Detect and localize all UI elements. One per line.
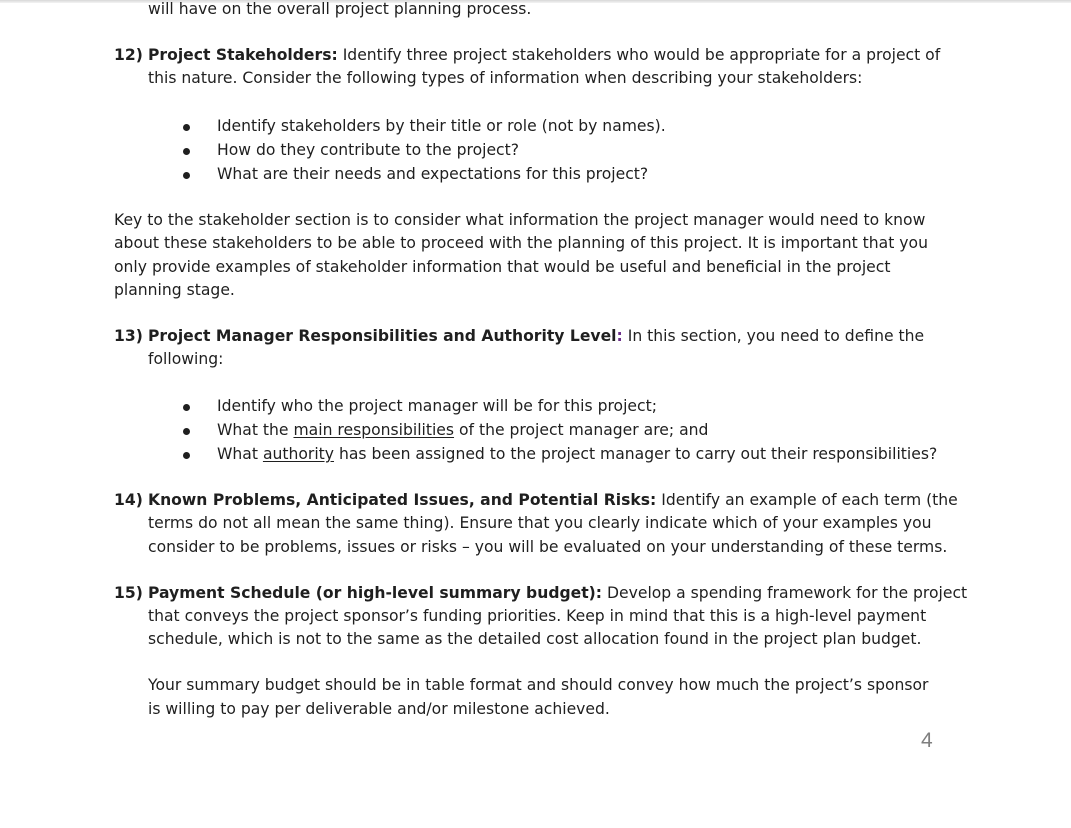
section-12-bullet-2: How do they contribute to the project?: [217, 141, 520, 159]
section-13-bullet-2-post: of the project manager are; and: [454, 421, 709, 439]
section-14-text-3: consider to be problems, issues or risks – you will be evaluated on your understanding of these terms.: [148, 538, 948, 556]
section-15-line-1: [148, 582, 967, 606]
section-15-text-2: that conveys the project sponsor’s funding priorities. Keep in mind that this is a high-level payment: [148, 607, 927, 625]
section-13-bullet-2-pre: What the: [217, 421, 294, 439]
summary-budget-line-2: is willing to pay per deliverable and/or milestone achieved.: [148, 700, 610, 718]
bullet-icon: [183, 452, 190, 459]
bullet-icon: [183, 124, 190, 131]
section-14-text-1: Identify an example of each term (the: [661, 491, 958, 509]
section-14-text-2: terms do not all mean the same thing). Ensure that you clearly indicate which of your examples you: [148, 514, 932, 532]
section-14-number: 14): [114, 491, 143, 509]
bullet-icon: [183, 172, 190, 179]
key-paragraph-line-4: planning stage.: [114, 281, 235, 299]
section-13-number: 13): [114, 327, 143, 345]
section-12-text-1: Identify three project stakeholders who would be appropriate for a project of: [342, 46, 941, 64]
section-15-heading: Payment Schedule (or high-level summary budget):: [148, 584, 603, 602]
section-14-line-1: [148, 489, 958, 513]
section-13-bullet-3-pre: What: [217, 445, 263, 463]
section-13-line-1: [148, 325, 924, 349]
page-number: 4: [921, 729, 933, 752]
section-12-line-1: [148, 44, 940, 68]
bullet-icon: [183, 148, 190, 155]
section-13-text-2: following:: [148, 350, 224, 368]
bullet-icon: [183, 404, 190, 411]
key-paragraph-line-1: Key to the stakeholder section is to consider what information the project manager would need to know: [114, 211, 926, 229]
section-13-bullet-2: [217, 419, 708, 443]
section-12-text-2: this nature. Consider the following types of information when describing your stakeholders:: [148, 69, 863, 87]
section-13-heading: Project Manager Responsibilities and Authority Level: [148, 327, 617, 345]
key-paragraph-line-2: about these stakeholders to be able to proceed with the planning of this project. It is important that you: [114, 234, 928, 252]
section-13-bullet-3: [217, 443, 937, 467]
key-paragraph-line-3: only provide examples of stakeholder information that would be useful and beneficial in the project: [114, 258, 891, 276]
section-14-heading: Known Problems, Anticipated Issues, and Potential Risks:: [148, 491, 657, 509]
intro-tail-text: will have on the overall project planning process.: [148, 0, 532, 18]
section-12-bullet-3: What are their needs and expectations for this project?: [217, 165, 649, 183]
section-13-bullet-3-post: has been assigned to the project manager to carry out their responsibilities?: [334, 445, 938, 463]
section-12-heading: Project Stakeholders:: [148, 46, 338, 64]
section-13-bullet-1: Identify who the project manager will be for this project;: [217, 397, 657, 415]
section-12-bullet-1: Identify stakeholders by their title or role (not by names).: [217, 117, 666, 135]
bullet-icon: [183, 428, 190, 435]
section-15-number: 15): [114, 584, 143, 602]
section-13-colon: :: [616, 327, 623, 345]
authority-underlined: authority: [262, 445, 335, 463]
section-15-text-1: Develop a spending framework for the project: [607, 584, 968, 602]
section-13-text-1: In this section, you need to define the: [627, 327, 925, 345]
section-12-number: 12): [114, 46, 143, 64]
main-responsibilities-underlined: main responsibilities: [293, 421, 455, 439]
section-15-text-3: schedule, which is not to the same as the detailed cost allocation found in the project plan budget.: [148, 630, 922, 648]
summary-budget-line-1: Your summary budget should be in table format and should convey how much the project’s sponsor: [148, 676, 929, 694]
